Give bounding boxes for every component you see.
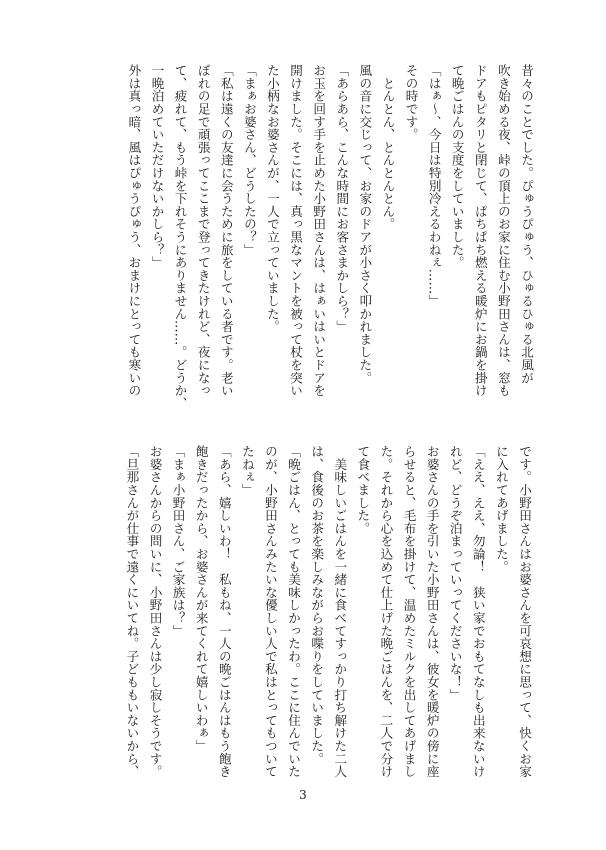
- text-line: た。それから心を込めて仕上げた晩ごはんを、二人で分け: [378, 445, 394, 778]
- text-line: て、疲れて、もう峠を下れそうにありません……。どうか、: [172, 64, 188, 410]
- text-line: に入れてあげました。: [493, 445, 509, 573]
- text-line: らせると、毛布を掛けて、温めたミルクを出してあげまし: [401, 445, 417, 778]
- text-line: 「あら、嬉しいわ！ 私もね、一人の晩ごはんはもう飽き: [216, 445, 232, 778]
- text-line: 「はぁ〜、今日は特別冷えるわねぇ……」: [426, 64, 442, 308]
- text-line: て晩ごはんの支度をしていました。: [449, 64, 465, 269]
- text-line: 飽きだったから、お婆さんが来てくれて嬉しいわぁ」: [193, 445, 209, 753]
- text-line: 「旦那さんが仕事で遠くにいてね。子どももいないから、: [124, 445, 140, 778]
- text-line: 開けました。そこには、真っ黒なマントを被って杖を突い: [288, 64, 304, 397]
- text-line: れど、どうぞ泊まっていってくださいな！」: [447, 445, 463, 701]
- text-line: 風の音に交じって、お家のドアが小さく叩かれました。: [357, 64, 373, 384]
- text-line: て食べました。: [355, 445, 371, 535]
- text-line: た小柄なお婆さんが、一人で立っていました。: [264, 64, 280, 333]
- text-line: お婆さんの手を引いた小野田さんは、彼女を暖炉の傍に座: [424, 445, 440, 778]
- text-line: ドアもピタリと閉じて、ぱちぱち燃える暖炉にお鍋を掛け: [472, 64, 488, 397]
- text-line: のが、小野田さんみたいな優しい人で私はとってもついて: [262, 445, 278, 778]
- text-line: たねぇ」: [239, 445, 255, 497]
- text-line: 「私は遠くの友達に会うために旅をしている者です。老い: [218, 64, 234, 397]
- text-line: 「まぁ小野田さん、ご家族は？」: [170, 445, 186, 637]
- page-number: 3: [299, 788, 307, 802]
- text-line: 美味しいごはんを一緒に食べてすっかり打ち解けた二人: [332, 445, 348, 778]
- text-line: その時です。: [403, 64, 419, 141]
- lower-text-block: [120, 445, 536, 778]
- text-line: は、食後のお茶を楽しみながらお喋りをしていました。: [309, 445, 325, 765]
- text-line: ぼれの足で頑張ってここまで登ってきたけれど、夜になっ: [195, 64, 211, 397]
- text-line: とんとん、とんとんとん。: [380, 64, 396, 231]
- text-line: 昔々のことでした。ぴゅうぴゅう、ひゅるひゅる北風が: [519, 64, 534, 384]
- text-line: お玉を回す手を止めた小野田さんは、はぁいはいとドアを: [311, 64, 327, 397]
- text-line: 「まぁお婆さん、どうしたの？」: [241, 64, 257, 256]
- text-line: 「晩ごはん、とっても美味しかったわ。ここに住んでいた: [286, 445, 302, 778]
- text-line: お婆さんからの問いに、小野田さんは少し寂しそうです。: [147, 445, 163, 778]
- text-line: です。小野田さんはお婆さんを可哀想に思って、快くお家: [517, 445, 532, 778]
- text-line: 外は真っ暗、風はぴゅうぴゅう、おまけにとっても寒いの: [126, 64, 142, 397]
- upper-text-block: [122, 64, 538, 410]
- text-line: 「ええ、ええ、勿論！ 狭い家でおもてなしも出来ないけ: [470, 445, 486, 778]
- text-line: 「あらあら、こんな時間にお客さまかしら？」: [334, 64, 350, 333]
- text-line: 吹き始める夜、峠の頂上のお家に住む小野田さんは、窓も: [495, 64, 511, 397]
- text-line: 一晩泊めていただけないかしら？」: [149, 64, 165, 269]
